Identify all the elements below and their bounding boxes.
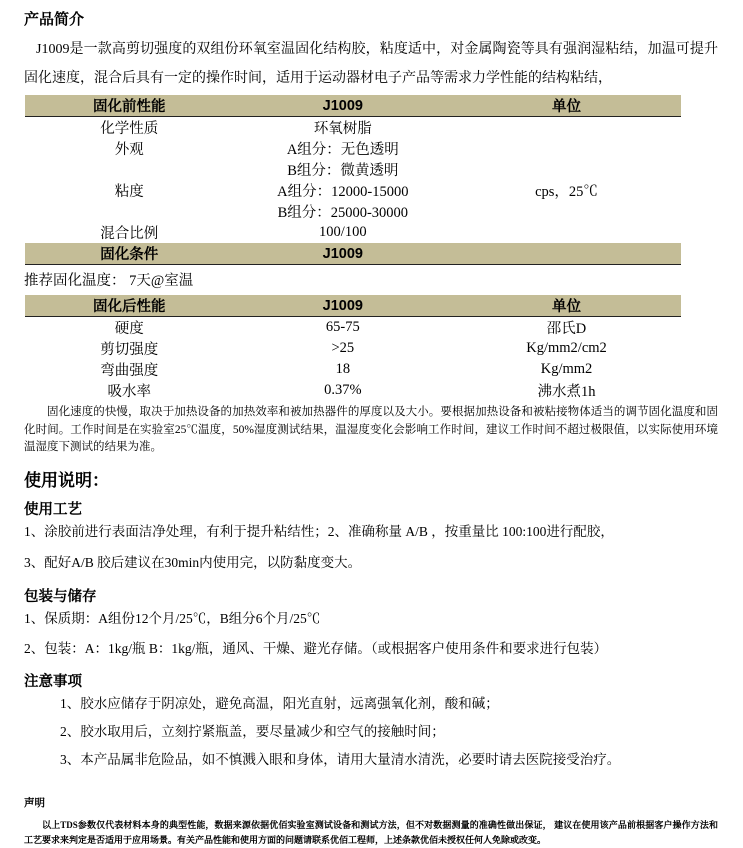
table-header-row xyxy=(25,243,681,265)
list-item: 2、包装：A：1kg/瓶 B：1kg/瓶，通风、干燥、避光存储。（或根据客户使用条件和要求进行包装） xyxy=(24,640,608,656)
page-title: 产品简介 xyxy=(24,11,85,28)
table-cell xyxy=(25,201,234,222)
disclaimer-section xyxy=(24,795,718,848)
header-cell-product: J1009 xyxy=(234,243,452,265)
table-cell xyxy=(452,201,681,222)
table-cell: cps，25℃ xyxy=(535,184,598,200)
header-cell-property: 固化条件 xyxy=(25,243,234,265)
table-row xyxy=(25,180,681,201)
storage-item-list xyxy=(24,610,718,658)
table-row xyxy=(25,159,681,180)
table-row xyxy=(25,338,681,359)
list-item: 3、配好A/B 胶后建议在30min内使用完，以防黏度变大。 xyxy=(24,554,362,570)
cure-condition-table xyxy=(25,243,681,265)
list-item: 2、胶水取用后，立刻拧紧瓶盖，要尽量减少和空气的接触时间； xyxy=(60,723,445,739)
header-cell-unit xyxy=(452,243,681,265)
table-row xyxy=(25,380,681,401)
table-cell xyxy=(25,159,234,180)
table-row xyxy=(25,138,681,159)
precaution-item-list xyxy=(24,695,718,769)
table-header-row xyxy=(25,295,681,317)
table-cell: A组分：无色透明 xyxy=(286,142,399,158)
table-cell: A组分：12000-15000 xyxy=(277,184,409,200)
list-item: 1、保质期：A组份12个月/25℃，B组分6个月/25℃ xyxy=(24,610,321,626)
table-row xyxy=(25,201,681,222)
postcure-properties-table xyxy=(25,295,681,401)
table-cell: 化学性质 xyxy=(100,121,159,137)
table-cell: Kg/mm2 xyxy=(540,361,593,377)
table-cell: >25 xyxy=(331,340,355,356)
header-cell-property: 固化前性能 xyxy=(25,95,234,117)
cure-speed-note: 固化速度的快慢，取决于加热设备的加热效率和被加热器件的厚度以及大小。要根据加热设备和被粘接物体适当的调节固化温度和固化时间。工作时间是在实验室25℃温度，50%湿度测试结果，温湿度变化会影响工作时间，建议工作时间不超过极限值，以实际使用环境温湿度下测试的结果为准。 xyxy=(24,406,718,453)
usage-instructions-heading: 使用说明： xyxy=(24,470,109,490)
table-cell: 弯曲强度 xyxy=(100,363,159,379)
list-item: 3、本产品属非危险品，如不慎溅入眼和身体，请用大量清水清洗，必要时请去医院接受治疗。 xyxy=(60,751,621,767)
table-cell: 沸水煮1h xyxy=(537,384,596,400)
table-cell: 粘度 xyxy=(114,184,144,200)
recommended-cure-temp: 推荐固化温度： 7天@室温 xyxy=(24,273,194,289)
intro-paragraph: J1009是一款高剪切强度的双组份环氧室温固化结构胶，粘度适中，对金属陶瓷等具有强润湿粘结，加温可提升固化速度，混合后具有一定的操作时间，适用于运动器材电子产品等需求力学性能的结构粘结， xyxy=(24,42,718,86)
process-item-list xyxy=(24,523,718,572)
disclaimer-body: 以上TDS参数仅代表材料本身的典型性能，数据来源依据优佰实验室测试设备和测试方法，但不对数据测量的准确性做出保证， 建议在使用该产品前根据客户操作方法和工艺要求来判定是否适用于应用场景。有关产品性能和使用方面的问题请联系优佰工程师，上述条款优佰未授权任何人免除或改变。 xyxy=(24,819,718,845)
table-cell: 剪切强度 xyxy=(100,342,159,358)
table-cell: B组分：25000-30000 xyxy=(277,205,409,221)
table-cell: 混合比例 xyxy=(100,226,159,242)
precure-properties-table xyxy=(25,95,681,243)
table-cell: 65-75 xyxy=(325,319,360,335)
header-cell-property: 固化后性能 xyxy=(25,295,234,317)
table-cell: Kg/mm2/cm2 xyxy=(526,340,607,356)
table-cell: 外观 xyxy=(114,142,144,158)
header-cell-unit: 单位 xyxy=(452,95,681,117)
process-heading: 使用工艺 xyxy=(24,501,82,518)
table-cell xyxy=(452,222,681,243)
table-row xyxy=(25,317,681,339)
header-cell-product: J1009 xyxy=(234,95,452,117)
table-cell xyxy=(452,138,681,159)
list-item: 1、涂胶前进行表面洁净处理，有利于提升粘结性；2、准确称量 A/B ，按重量比 100:100进行配胶， xyxy=(24,523,614,539)
table-cell xyxy=(452,159,681,180)
table-header-row xyxy=(25,95,681,117)
precautions-heading: 注意事项 xyxy=(24,673,82,690)
table-cell: 18 xyxy=(335,361,351,377)
table-cell: 邵氏D xyxy=(546,321,587,337)
table-cell: 环氧树脂 xyxy=(313,121,372,137)
header-cell-unit: 单位 xyxy=(452,295,681,317)
list-item: 1、胶水应储存于阴凉处，避免高温，阳光直射，远离强氧化剂，酸和碱； xyxy=(60,695,499,711)
table-cell: 硬度 xyxy=(114,321,144,337)
table-cell: 吸水率 xyxy=(107,384,152,400)
table-cell: 0.37% xyxy=(324,382,362,398)
table-row xyxy=(25,222,681,243)
table-cell xyxy=(452,117,681,139)
header-cell-product: J1009 xyxy=(234,295,452,317)
storage-heading: 包装与储存 xyxy=(24,588,97,605)
table-cell: 100/100 xyxy=(319,224,367,240)
table-cell: B组分：微黄透明 xyxy=(287,163,399,179)
table-row xyxy=(25,359,681,380)
table-row xyxy=(25,117,681,139)
disclaimer-heading: 声明 xyxy=(24,796,45,809)
